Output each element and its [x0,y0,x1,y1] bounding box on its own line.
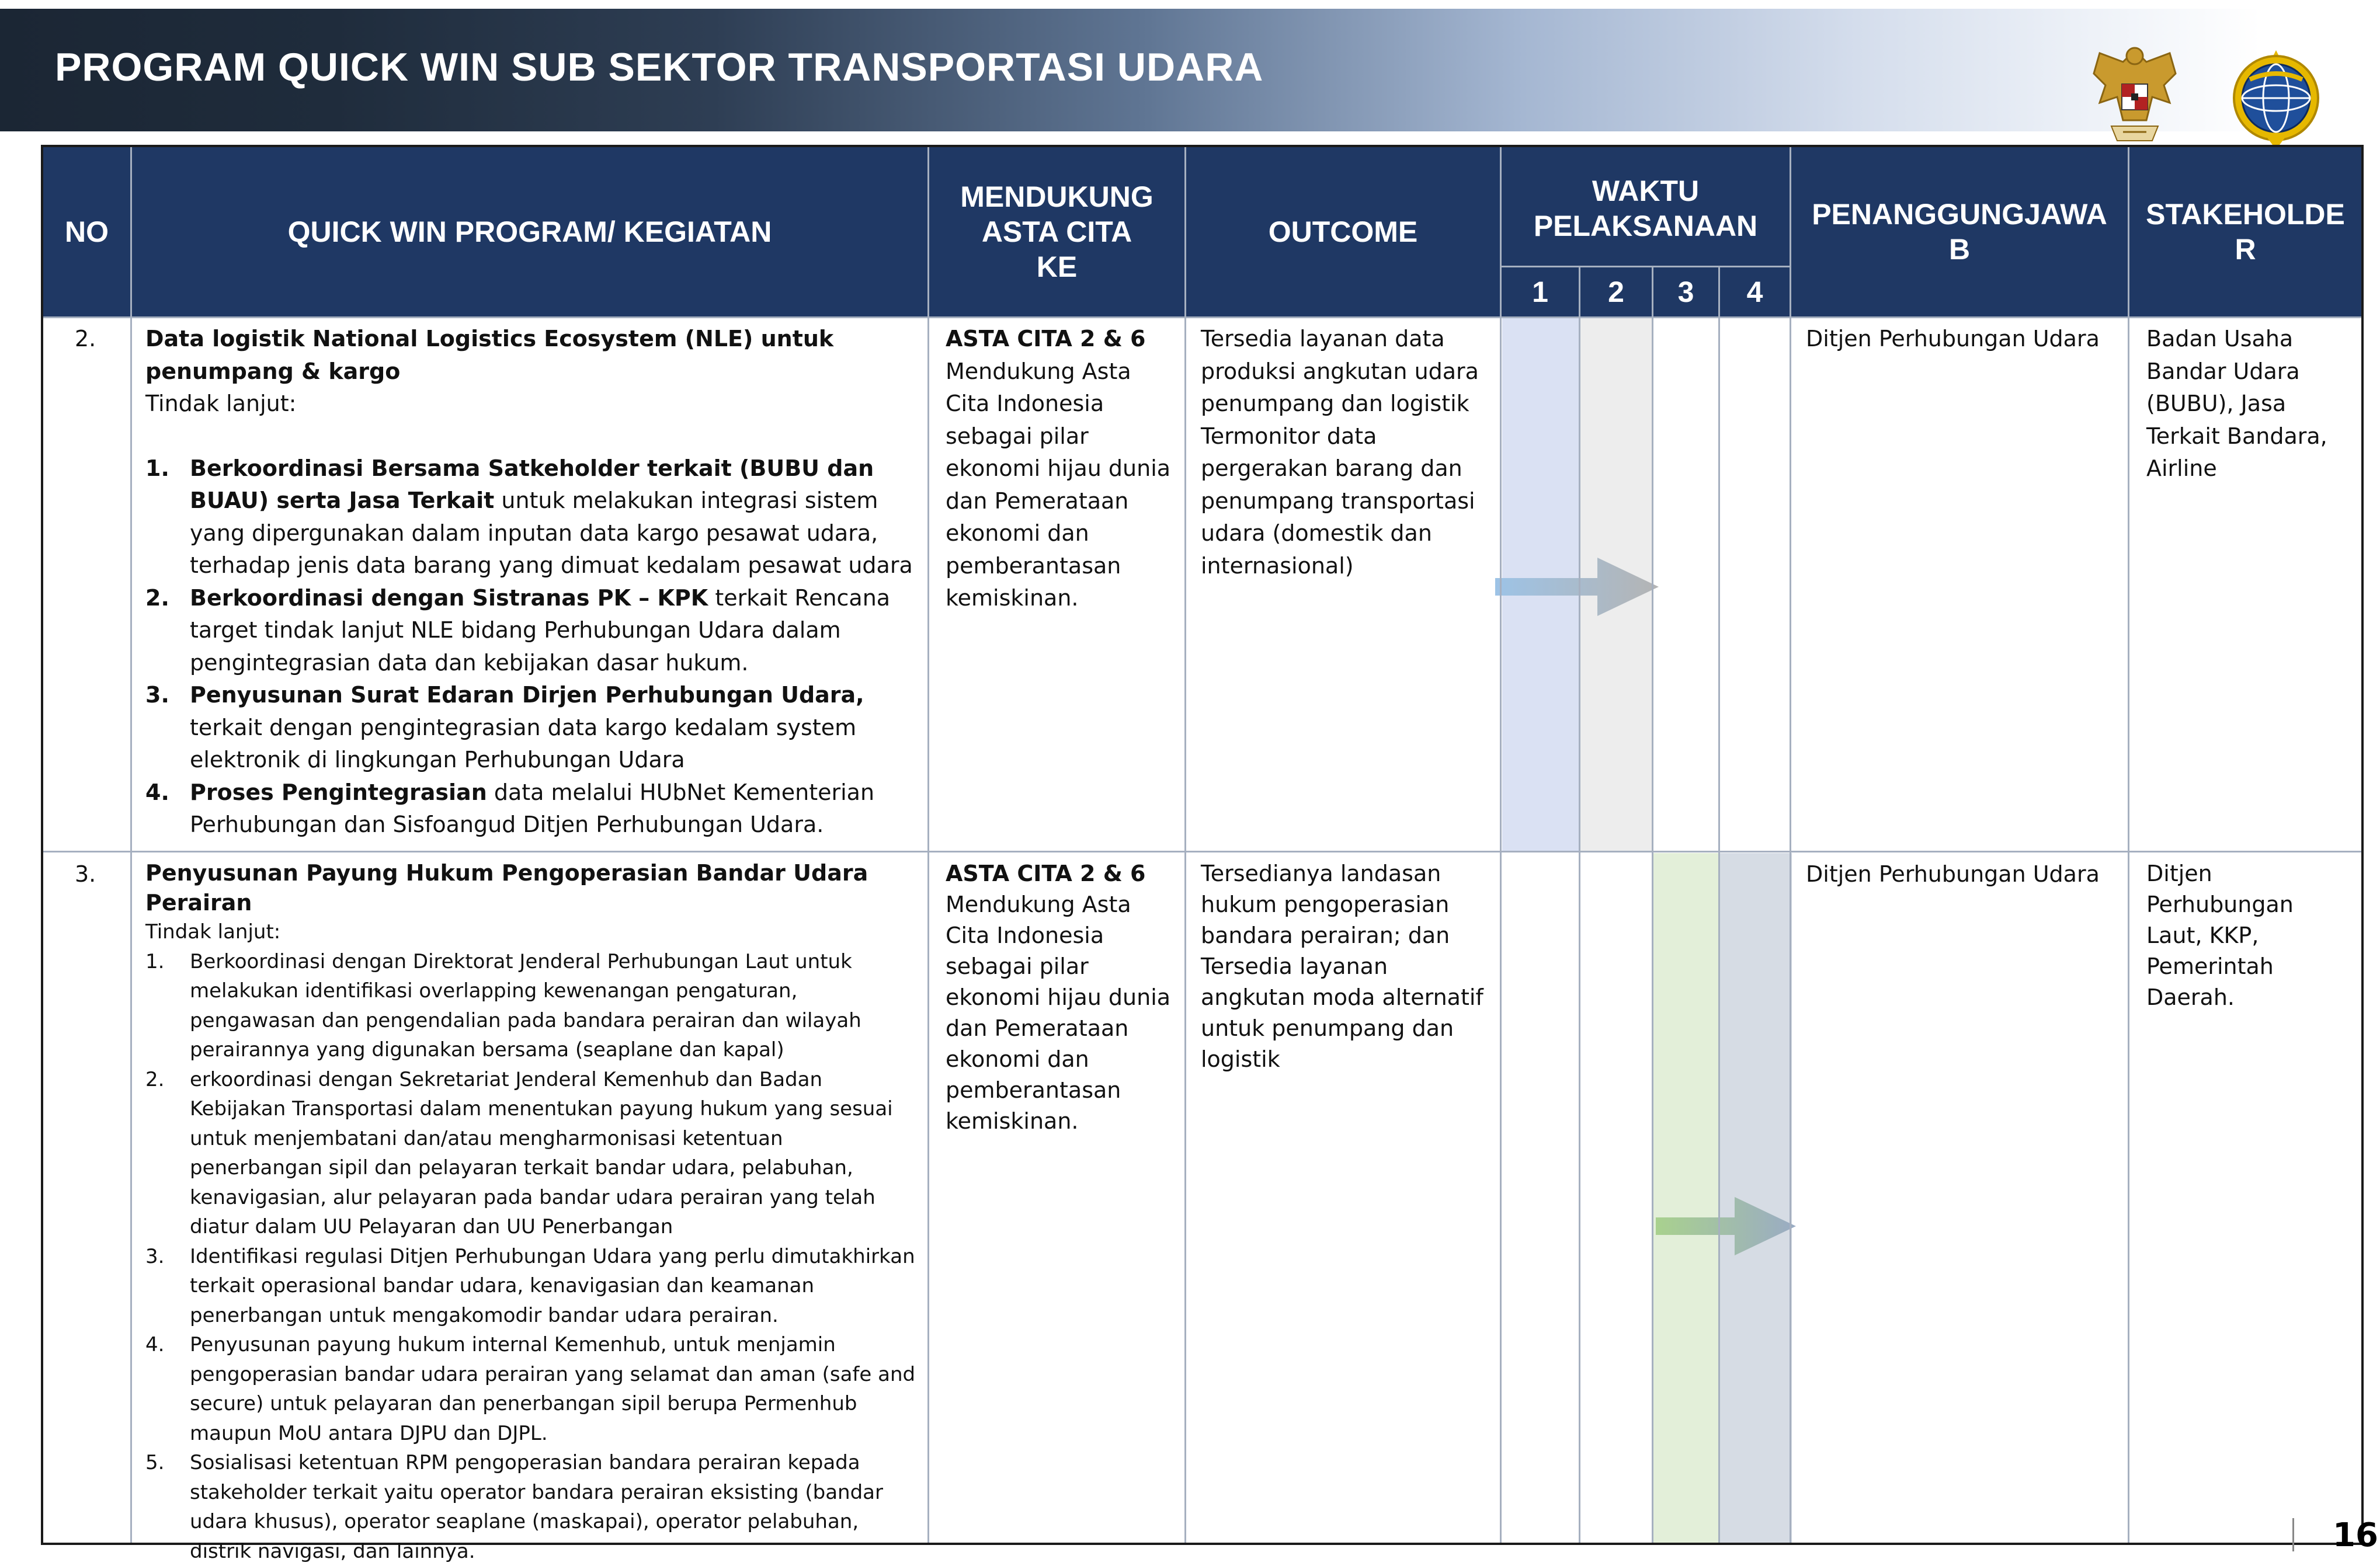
col-header-q1: 1 [1502,267,1579,316]
list-item: 3. Penyusunan Surat Edaran Dirjen Perhubungan Udara, terkait dengan pengintegrasian data kargo kedalam system elektronik di lingkungan Perhubungan Udara [145,679,919,777]
title-banner [0,9,2380,131]
row2-no: 2. [75,323,96,356]
row2-program [145,323,919,841]
row2-asta [946,323,1176,615]
list-item: 2. erkoordinasi dengan Sekretariat Jenderal Kemenhub dan Badan Kebijakan Transportasi dalam menentukan payung hukum yang sesuai untuk menjembatani dan/atau mengharmonisasi ketentuan penerbangan sipil dan pelayaran terkait bandar udara, pelabuhan, kenavigasian, alur pelayaran pada bandar udara perairan yang telah diatur dalam UU Pelayaran dan UU Penerbangan [145,1065,919,1242]
ministry-of-transport-emblem-icon [2226,44,2326,152]
row2-asta-text: Mendukung Asta Cita Indonesia sebagai pilar ekonomi hijau dunia dan Pemerataan ekonomi dan pemberantasan kemiskinan. [946,356,1176,615]
row3-asta-text: Mendukung Asta Cita Indonesia sebagai pilar ekonomi hijau dunia dan Pemerataan ekonomi dan pemberantasan kemiskinan. [946,889,1176,1137]
row2-title: Data logistik National Logistics Ecosystem (NLE) untuk penumpang & kargo [145,323,919,388]
col-header-no: NO [43,147,130,316]
row3-asta [946,858,1176,1137]
col-header-asta: MENDUKUNG ASTA CITA KE [929,147,1184,316]
col-header-waktu: WAKTU PELAKSANAAN [1502,153,1790,264]
list-item: 5. Sosialisasi ketentuan RPM pengoperasian bandara perairan kepada stakeholder terkait yaitu operator bandara perairan eksisting (bandar udara khusus), operator seaplane (maskapai), operator pelabuhan, distrik navigasi, dan lainnya. [145,1448,919,1566]
row3-tindak: Tindak lanjut: [145,917,919,947]
row2-asta-label: ASTA CITA 2 & 6 [946,323,1176,356]
list-item: 3. Identifikasi regulasi Ditjen Perhubungan Udara yang perlu dimutakhirkan terkait operasional bandar udara, kenavigasian dan keamanan penerbangan untuk mengakomodir bandar udara perairan. [145,1242,919,1331]
list-item: 1. Berkoordinasi dengan Direktorat Jenderal Perhubungan Laut untuk melakukan identifikasi overlapping kewenangan pengaturan, pengawasan dan pengendalian pada bandara perairan dan wilayah perairannya yang digunakan bersama (seaplane dan kapal) [145,947,919,1065]
row3-outcome: Tersedianya landasan hukum pengoperasian bandara perairan; dan Tersedia layanan angkutan moda alternatif untuk penumpang dan logistik [1201,858,1493,1075]
row3-penanggungjawab: Ditjen Perhubungan Udara [1806,858,2121,891]
page-number-divider [2292,1518,2294,1551]
col-header-q3: 3 [1653,267,1718,316]
list-item: 2. Berkoordinasi dengan Sistranas PK – KPK terkait Rencana target tindak lanjut NLE bidang Perhubungan Udara dalam pengintegrasian data dan kebijakan dasar hukum. [145,582,919,680]
col-header-stakeholder: STAKEHOLDER [2129,147,2361,316]
row2-stakeholder: Badan Usaha Bandar Udara (BUBU), Jasa Terkait Bandara, Airline [2146,323,2348,485]
row2-outcome: Tersedia layanan data produksi angkutan udara penumpang dan logistik Termonitor data pergerakan barang dan penumpang transportasi udara (domestik dan internasional) [1201,323,1493,582]
col-header-q2: 2 [1580,267,1652,316]
col-header-program: QUICK WIN PROGRAM/ KEGIATAN [132,147,927,316]
row2-penanggungjawab: Ditjen Perhubungan Udara [1806,323,2121,356]
row2-steps [145,453,919,841]
row3-stakeholder: Ditjen Perhubungan Laut, KKP, Pemerintah Daerah. [2146,858,2348,1013]
garuda-emblem-icon [2082,39,2187,155]
row3-title: Penyusunan Payung Hukum Pengoperasian Bandar Udara Perairan [145,858,919,917]
page-title: PROGRAM QUICK WIN SUB SEKTOR TRANSPORTASI UDARA [55,44,1263,90]
list-item: 4. Proses Pengintegrasian data melalui HUbNet Kementerian Perhubungan dan Sisfoangud Ditjen Perhubungan Udara. [145,777,919,841]
row3-steps [145,947,919,1566]
row3-no: 3. [75,858,96,891]
list-item: 1. Berkoordinasi Bersama Satkeholder terkait (BUBU dan BUAU) serta Jasa Terkait untuk melakukan integrasi sistem yang dipergunakan dalam inputan data kargo pesawat udara, terhadap jenis data barang yang dimuat kedalam pesawat udara [145,453,919,582]
col-header-penanggungjawab: PENANGGUNGJAWAB [1791,147,2128,316]
row2-tindak: Tindak lanjut: [145,388,919,420]
page-number: 16 [2333,1516,2378,1554]
col-header-outcome: OUTCOME [1186,147,1500,316]
row3-asta-label: ASTA CITA 2 & 6 [946,858,1176,889]
col-header-q4: 4 [1720,267,1790,316]
row3-program [145,858,919,1566]
list-item: 4. Penyusunan payung hukum internal Kemenhub, untuk menjamin pengoperasian bandar udara perairan yang selamat dan aman (safe and secure) untuk pelayaran dan penerbangan sipil berupa Permenhub maupun MoU antara DJPU dan DJPL. [145,1330,919,1448]
